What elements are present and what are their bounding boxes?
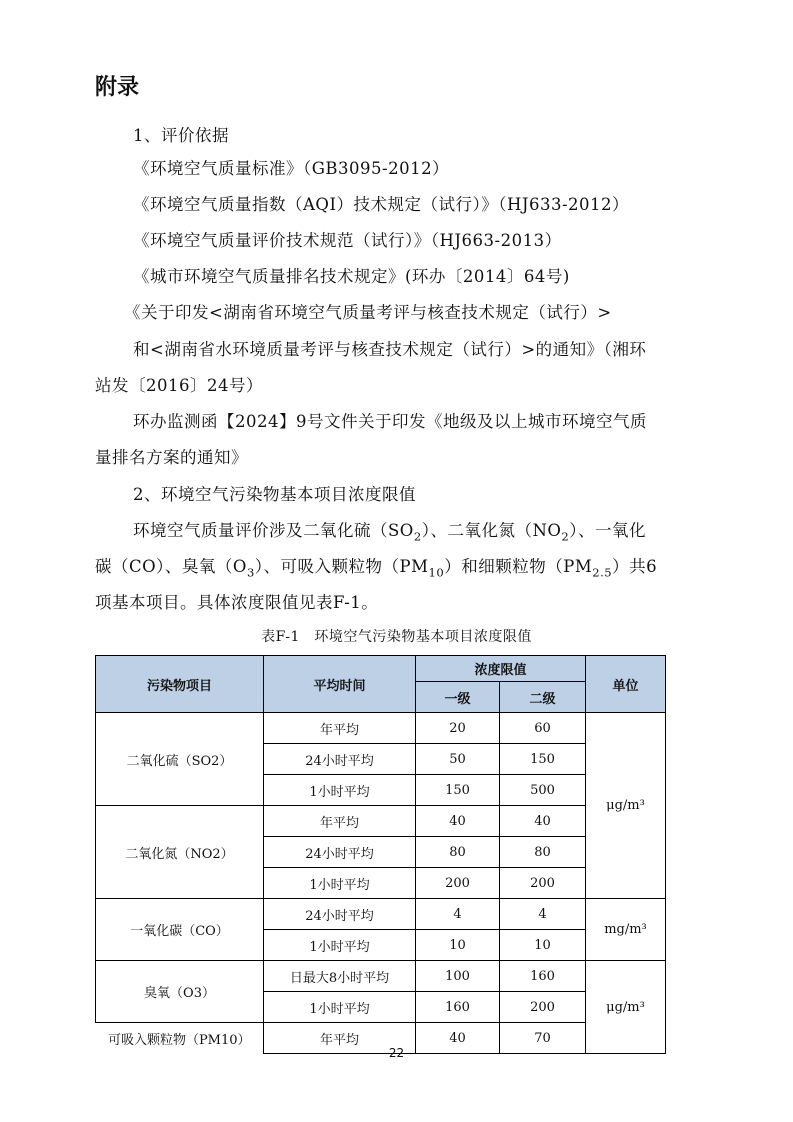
reference-line: 站发〔2016〕24号）	[95, 376, 263, 395]
pollutant-limits-table	[95, 655, 666, 1054]
unit-mg-cell: mg/m³	[586, 899, 666, 961]
body-paragraph-line: 环境空气质量评价涉及二氧化硫$(SO_2)$、二氧化氮$(NO_2)$、一氧化	[133, 521, 647, 544]
reference-line: 《环境空气质量指数（AQI）技术规定（试行）》（HJ633-2012）	[133, 195, 630, 214]
section-1-title: 1、评价依据	[133, 126, 229, 145]
grade2-cell: 4	[500, 899, 586, 930]
unit-ug-cell: μg/m³	[586, 961, 666, 1054]
reference-line: 环办监测函【2024】9号文件关于印发《地级及以上城市环境空气质	[133, 412, 647, 431]
table-row	[96, 806, 666, 837]
header-period: 平均时间	[264, 656, 416, 713]
body-paragraph-line: 碳（CO）、臭氧$(O_3)$、可吸入颗粒物$(PM_{10})$和细颗粒物$(PM_{2.5})$共6	[95, 557, 658, 580]
appendix-heading: 附录	[95, 75, 140, 100]
reference-line: 《环境空气质量标准》（GB3095-2012）	[133, 159, 450, 178]
grade1-cell: 100	[416, 961, 500, 992]
grade1-cell: 40	[416, 1023, 500, 1054]
period-cell: 24小时平均	[264, 899, 416, 930]
reference-line: 量排名方案的通知》	[95, 448, 248, 467]
header-grade1: 一级	[416, 682, 500, 713]
header-grade2: 二级	[500, 682, 586, 713]
grade2-cell: 80	[500, 837, 586, 868]
period-cell: 年平均	[264, 713, 416, 744]
grade2-cell: 10	[500, 930, 586, 961]
body-paragraph-line: 项基本项目。具体浓度限值见表F-1。	[95, 593, 379, 612]
header-pollutant: 污染物项目	[96, 656, 264, 713]
grade1-cell: 200	[416, 868, 500, 899]
grade1-cell: 80	[416, 837, 500, 868]
period-cell: 1小时平均	[264, 775, 416, 806]
period-cell: 1小时平均	[264, 930, 416, 961]
period-cell: 24小时平均	[264, 837, 416, 868]
table-caption: 表F-1 环境空气污染物基本项目浓度限值	[261, 629, 532, 645]
reference-line: 《城市环境空气质量排名技术规定》(环办〔2014〕64号)	[133, 267, 570, 286]
grade2-cell: 160	[500, 961, 586, 992]
period-cell: 日最大8小时平均	[264, 961, 416, 992]
grade2-cell: 150	[500, 744, 586, 775]
period-cell: 1小时平均	[264, 992, 416, 1023]
reference-line: 和<湖南省水环境质量考评与核查技术规定（试行）>的通知》（湘环	[133, 340, 647, 359]
header-unit: 单位	[586, 656, 666, 713]
section-2-title: 2、环境空气污染物基本项目浓度限值	[133, 485, 416, 504]
grade2-cell: 200	[500, 992, 586, 1023]
grade2-cell: 60	[500, 713, 586, 744]
grade2-cell: 70	[500, 1023, 586, 1054]
table-row	[96, 961, 666, 992]
grade2-cell: 40	[500, 806, 586, 837]
grade1-cell: 150	[416, 775, 500, 806]
period-cell: 1小时平均	[264, 868, 416, 899]
pollutant-pm10: 可吸入颗粒物（PM10）	[96, 1023, 264, 1054]
grade1-cell: 20	[416, 713, 500, 744]
reference-line: 《关于印发<湖南省环境空气质量考评与核查技术规定（试行）>	[124, 303, 612, 322]
reference-line: 《环境空气质量评价技术规范（试行）》（HJ663-2013）	[133, 231, 562, 250]
grade1-cell: 160	[416, 992, 500, 1023]
grade2-cell: 500	[500, 775, 586, 806]
period-cell: 年平均	[264, 806, 416, 837]
grade1-cell: 10	[416, 930, 500, 961]
pollutant-co: 一氧化碳（CO）	[96, 899, 264, 961]
period-cell: 年平均	[264, 1023, 416, 1054]
page-number: 22	[388, 1046, 405, 1060]
header-limit: 浓度限值	[416, 656, 586, 682]
table-row	[96, 899, 666, 930]
table-row	[96, 713, 666, 744]
grade2-cell: 200	[500, 868, 586, 899]
pollutant-o3: 臭氧（O3）	[96, 961, 264, 1023]
unit-ug-cell: μg/m³	[586, 713, 666, 899]
period-cell: 24小时平均	[264, 744, 416, 775]
pollutant-so2: 二氧化硫（SO2）	[96, 713, 264, 806]
pollutant-no2: 二氧化氮（NO2）	[96, 806, 264, 899]
grade1-cell: 4	[416, 899, 500, 930]
grade1-cell: 50	[416, 744, 500, 775]
grade1-cell: 40	[416, 806, 500, 837]
